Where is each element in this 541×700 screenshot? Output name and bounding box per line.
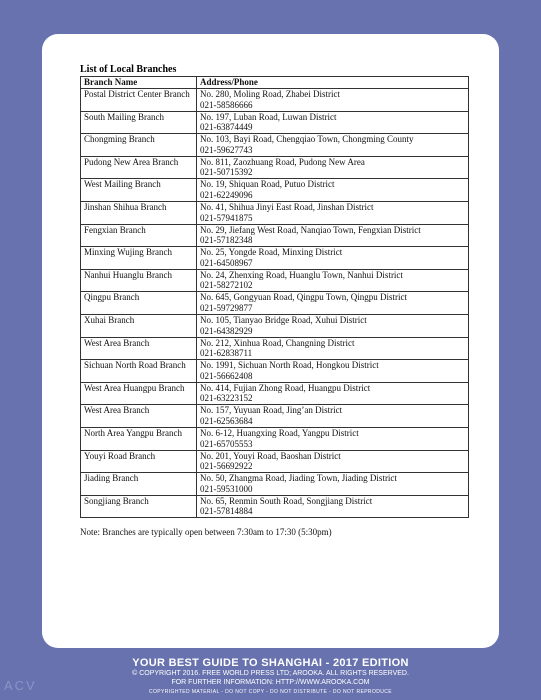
address-phone-cell — [197, 111, 469, 134]
table-row — [81, 473, 469, 496]
document-page — [42, 34, 499, 648]
table-row — [81, 360, 469, 383]
branch-name-cell: Songjiang Branch — [81, 495, 197, 518]
branch-address: No. 6-12, Huangxing Road, Yangpu District — [200, 427, 359, 438]
opening-hours-note: Note: Branches are typically open between 7:30am to 17:30 (5:30pm) — [80, 527, 332, 537]
address-phone-cell — [197, 292, 469, 315]
address-phone-cell — [197, 269, 469, 292]
table-row — [81, 450, 469, 473]
address-phone-cell — [197, 314, 469, 337]
branch-phone: 021-63874449 — [200, 122, 253, 133]
branch-address: No. 1991, Sichuan North Road, Hongkou District — [200, 360, 379, 371]
column-header-branch-name: Branch Name — [81, 77, 197, 89]
branch-phone: 021-65705553 — [200, 438, 253, 449]
address-phone-cell — [197, 179, 469, 202]
branch-name-cell: Qingpu Branch — [81, 292, 197, 315]
branch-phone: 021-59531000 — [200, 483, 253, 494]
address-phone-cell — [197, 247, 469, 270]
address-phone-cell — [197, 405, 469, 428]
branch-address: No. 25, Yongde Road, Minxing District — [200, 247, 343, 258]
address-phone-cell — [197, 450, 469, 473]
address-phone-cell — [197, 156, 469, 179]
branch-phone: 021-58272102 — [200, 280, 253, 291]
branch-address: No. 103, Bayi Road, Chengqiao Town, Chongming County — [200, 134, 414, 145]
address-phone-cell — [197, 224, 469, 247]
table-row — [81, 179, 469, 202]
branch-phone: 021-59729877 — [200, 302, 253, 313]
branch-address: No. 197, Luban Road, Luwan District — [200, 111, 337, 122]
branch-name-cell: Jinshan Shihua Branch — [81, 201, 197, 224]
branch-name-cell: South Mailing Branch — [81, 111, 197, 134]
branch-address: No. 29, Jiefang West Road, Nanqiao Town, Fengxian District — [200, 224, 421, 235]
table-row — [81, 247, 469, 270]
branches-table — [80, 76, 469, 518]
table-body — [81, 89, 469, 518]
table-row — [81, 156, 469, 179]
footer-notice: COPYRIGHTED MATERIAL - DO NOT COPY - DO NOT DISTRIBUTE - DO NOT REPRODUCE — [148, 689, 392, 695]
watermark-logo: ACV — [4, 678, 37, 693]
branch-name-cell: Youyi Road Branch — [81, 450, 197, 473]
branch-name-cell: Chongming Branch — [81, 134, 197, 157]
branch-address: No. 19, Shiquan Road, Putuo District — [200, 179, 335, 190]
address-phone-cell — [197, 427, 469, 450]
address-phone-cell — [197, 134, 469, 157]
column-header-address-phone: Address/Phone — [197, 77, 469, 89]
branch-address: No. 811, Zaozhuang Road, Pudong New Area — [200, 156, 365, 167]
branch-name-cell: Fengxian Branch — [81, 224, 197, 247]
address-phone-cell — [197, 360, 469, 383]
branch-phone: 021-58586666 — [200, 99, 253, 110]
branch-phone: 021-62838711 — [200, 348, 253, 359]
branch-phone: 021-64382929 — [200, 325, 253, 336]
branch-name-cell: Nanhui Huanglu Branch — [81, 269, 197, 292]
branch-phone: 021-57182348 — [200, 235, 253, 246]
branch-address: No. 105, Tianyao Bridge Road, Xuhui District — [200, 314, 367, 325]
branch-address: No. 50, Zhangma Road, Jiading Town, Jiading District — [200, 473, 397, 484]
table-row — [81, 405, 469, 428]
footer-title: YOUR BEST GUIDE TO SHANGHAI - 2017 EDITION — [132, 657, 409, 669]
branch-phone: 021-56662408 — [200, 370, 253, 381]
branch-address: No. 65, Renmin South Road, Songjiang District — [200, 495, 373, 506]
document-title: List of Local Branches — [80, 64, 177, 75]
address-phone-cell — [197, 89, 469, 112]
branch-address: No. 24, Zhenxing Road, Huanglu Town, Nanhui District — [200, 269, 403, 280]
branch-name-cell: West Area Huangpu Branch — [81, 382, 197, 405]
branch-address: No. 280, Moling Road, Zhabei District — [200, 89, 340, 99]
branch-phone: 021-59627743 — [200, 144, 253, 155]
branch-name-cell: North Area Yangpu Branch — [81, 427, 197, 450]
branch-name-cell: Jiading Branch — [81, 473, 197, 496]
address-phone-cell — [197, 337, 469, 360]
address-phone-cell — [197, 495, 469, 518]
table-row — [81, 382, 469, 405]
table-row — [81, 314, 469, 337]
branch-name-cell: Xuhai Branch — [81, 314, 197, 337]
branch-address: No. 157, Yuyuan Road, Jing’an District — [200, 405, 343, 416]
address-phone-cell — [197, 473, 469, 496]
table-row — [81, 224, 469, 247]
footer-info-link[interactable]: FOR FURTHER INFORMATION: HTTP://WWW.AROOKA.COM — [171, 679, 370, 686]
address-phone-cell — [197, 201, 469, 224]
branch-name-cell: Pudong New Area Branch — [81, 156, 197, 179]
table-row — [81, 89, 469, 112]
footer-copyright: © COPYRIGHT 2016. FREE WORLD PRESS LTD; AROOKA. ALL RIGHTS RESERVED. — [132, 670, 409, 677]
branch-name-cell: Minxing Wujing Branch — [81, 247, 197, 270]
branch-phone: 021-64508967 — [200, 257, 253, 268]
branch-address: No. 212, Xinhua Road, Changning District — [200, 337, 355, 348]
branch-name-cell: Sichuan North Road Branch — [81, 360, 197, 383]
branch-phone: 021-62249096 — [200, 189, 253, 200]
table-row — [81, 495, 469, 518]
branch-address: No. 41, Shihua Jinyi East Road, Jinshan District — [200, 201, 374, 212]
branch-phone: 021-63223152 — [200, 393, 253, 404]
table-row — [81, 201, 469, 224]
branch-phone: 021-50715392 — [200, 167, 253, 178]
table-row — [81, 111, 469, 134]
table-row — [81, 292, 469, 315]
table-row — [81, 269, 469, 292]
branch-phone: 021-57941875 — [200, 212, 253, 223]
branch-name-cell: West Area Branch — [81, 337, 197, 360]
branch-name-cell: Postal District Center Branch — [81, 89, 197, 112]
branch-phone: 021-56692922 — [200, 461, 253, 472]
branch-address: No. 414, Fujian Zhong Road, Huangpu District — [200, 382, 371, 393]
table-row — [81, 337, 469, 360]
table-row — [81, 134, 469, 157]
branch-address: No. 201, Youyi Road, Baoshan District — [200, 450, 341, 461]
branch-name-cell: West Area Branch — [81, 405, 197, 428]
branch-phone: 021-62563684 — [200, 415, 253, 426]
branch-name-cell: West Mailing Branch — [81, 179, 197, 202]
address-phone-cell — [197, 382, 469, 405]
table-header-row — [81, 77, 469, 89]
branch-address: No. 645, Gongyuan Road, Qingpu Town, Qingpu District — [200, 292, 407, 303]
table-row — [81, 427, 469, 450]
branch-phone: 021-57814884 — [200, 506, 253, 517]
